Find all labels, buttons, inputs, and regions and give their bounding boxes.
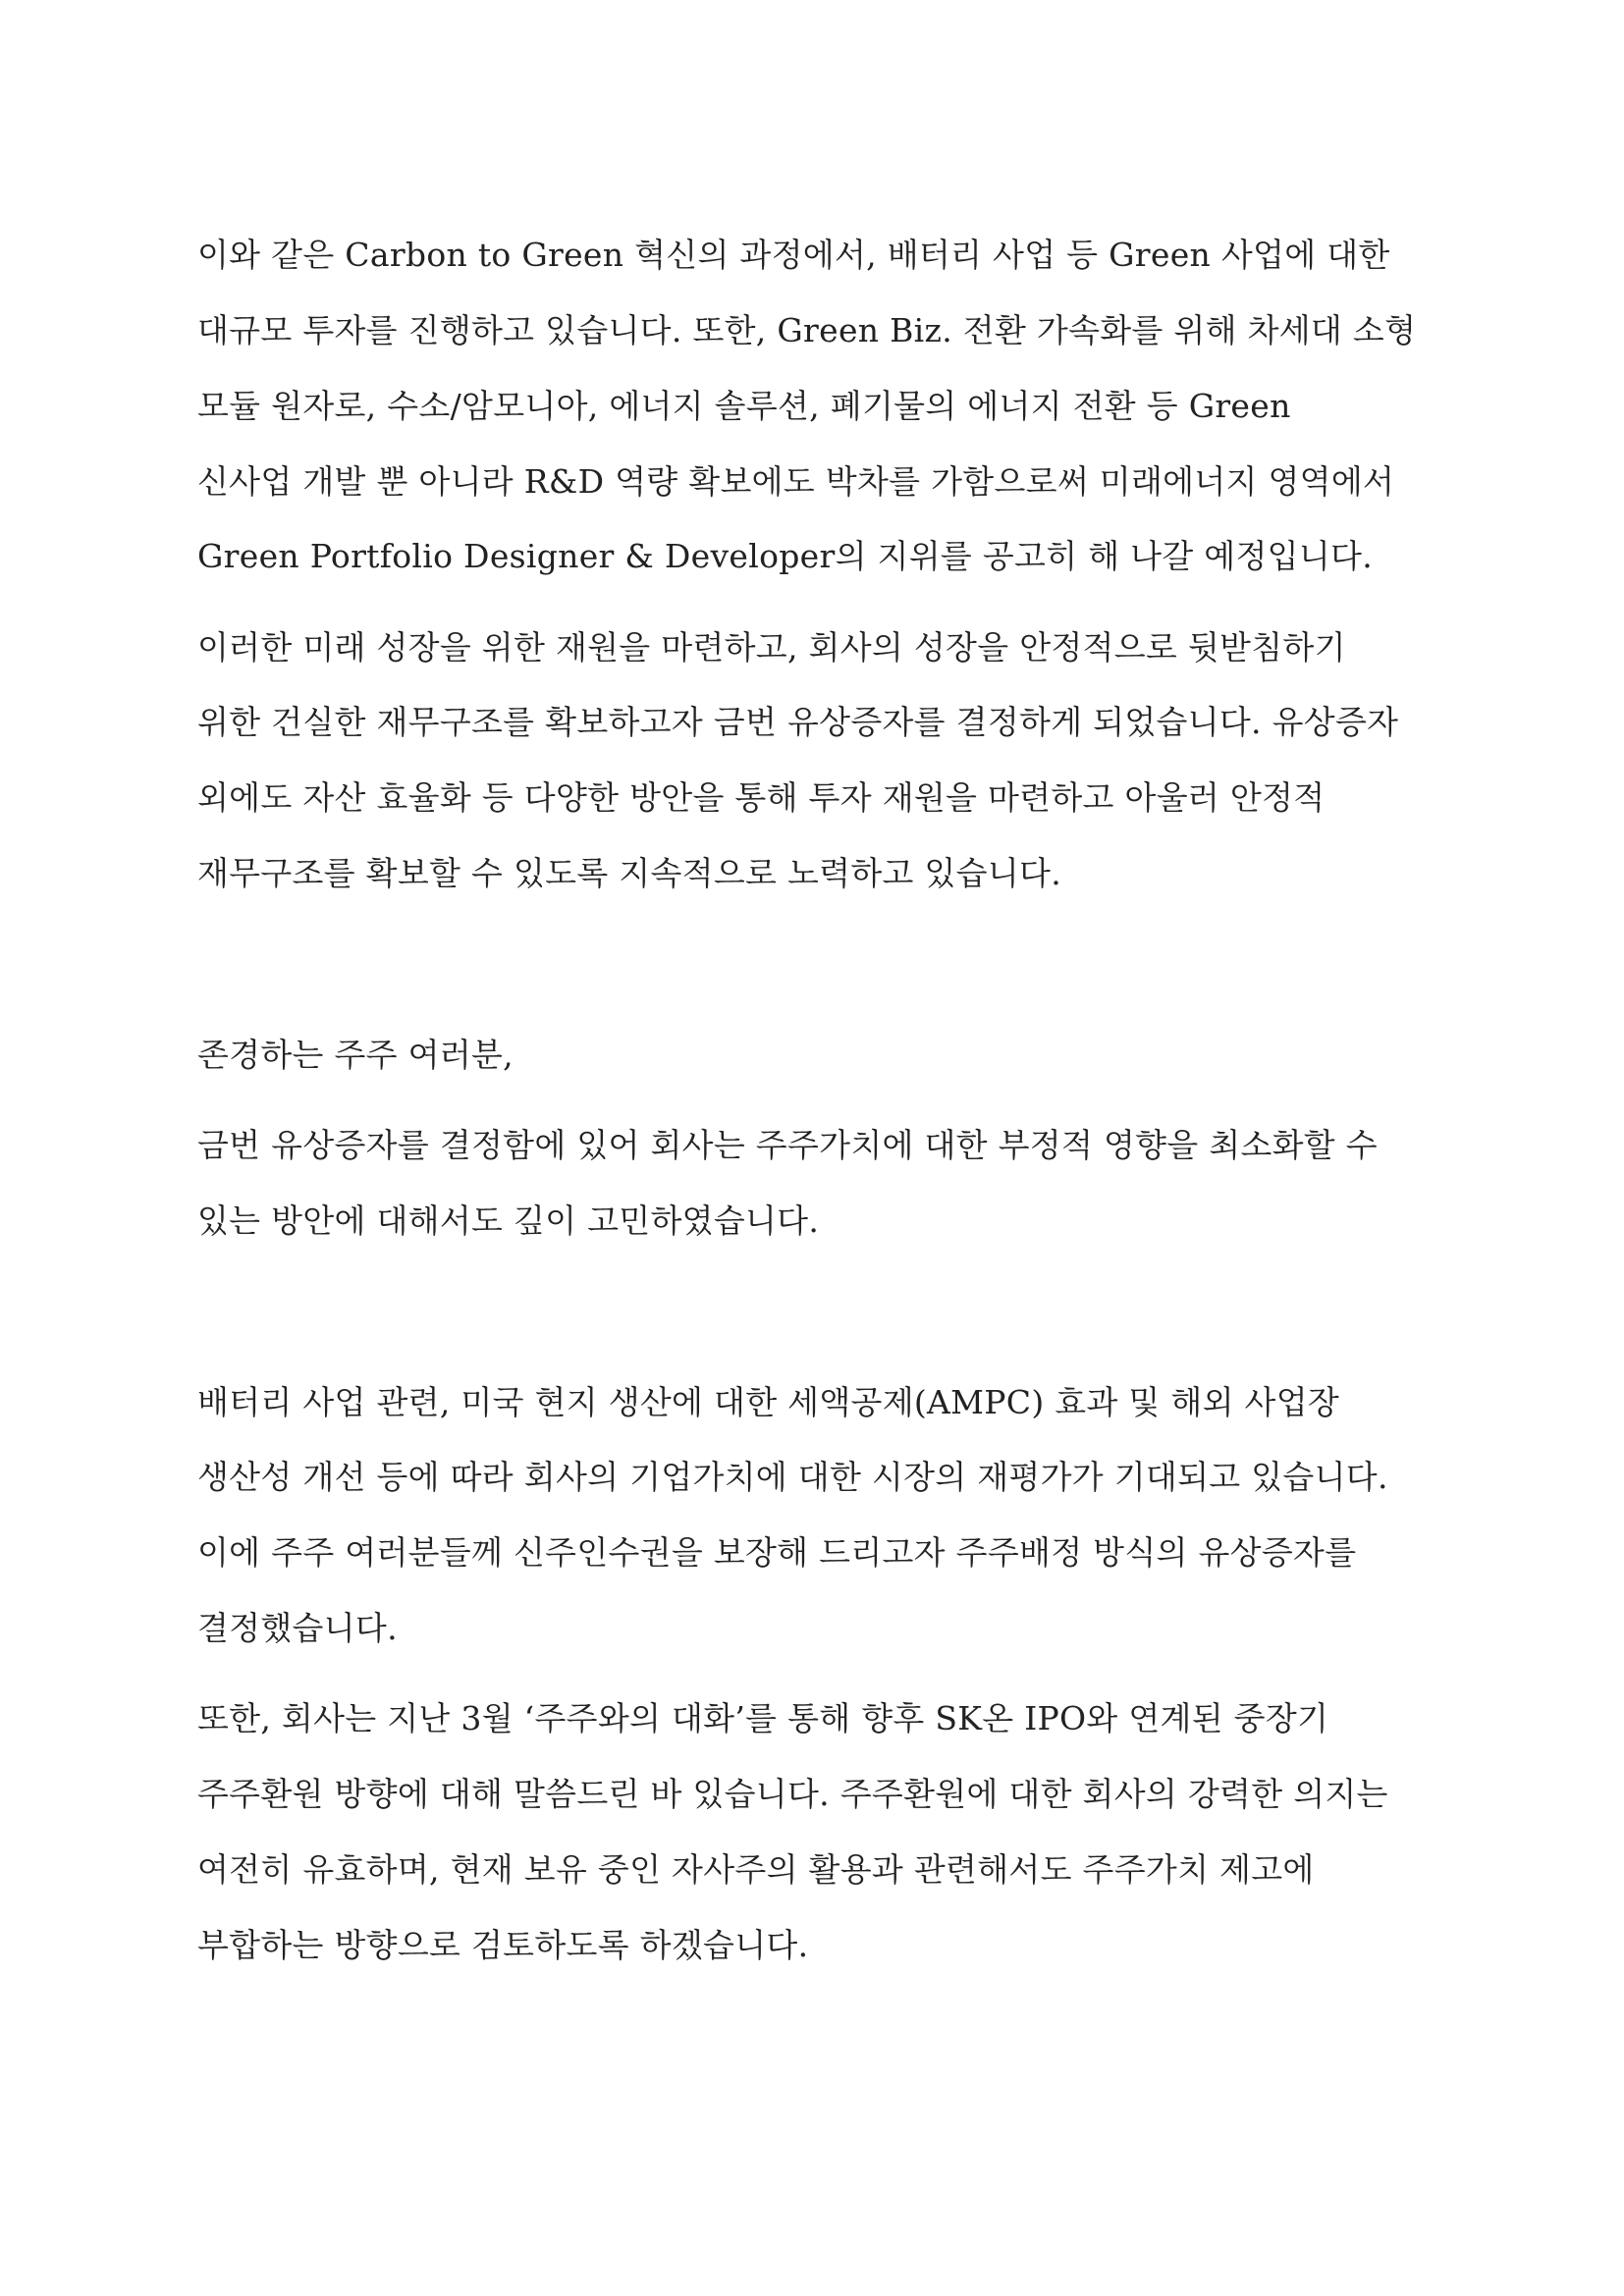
- paragraph-2-line-2: 위한 건실한 재무구조를 확보하고자 금번 유상증자를 결정하게 되었습니다. 유상증자: [197, 703, 1399, 741]
- paragraph-3-line-1: 금번 유상증자를 결정함에 있어 회사는 주주가치에 대한 부정적 영향을 최소화할 수: [197, 1126, 1378, 1164]
- paragraph-1-line-5: Green Portfolio Designer & Developer의 지위를 공고히 해 나갈 예정입니다.: [197, 537, 1373, 575]
- paragraph-5-line-1: 또한, 회사는 지난 3월 ‘주주와의 대화’를 통해 향후 SK온 IPO와 연계된 중장기: [197, 1699, 1329, 1737]
- paragraph-4-line-1: 배터리 사업 관련, 미국 현지 생산에 대한 세액공제(AMPC) 효과 및 해외 사업장: [197, 1383, 1340, 1421]
- paragraph-1-line-3: 모듈 원자로, 수소/암모니아, 에너지 솔루션, 폐기물의 에너지 전환 등 Green: [197, 387, 1291, 425]
- paragraph-5-line-2: 주주환원 방향에 대해 말씀드린 바 있습니다. 주주환원에 대한 회사의 강력한 의지는: [197, 1775, 1388, 1813]
- salutation: 존경하는 주주 여러분,: [197, 1036, 514, 1074]
- paragraph-5-line-3: 여전히 유효하며, 현재 보유 중인 자사주의 활용과 관련해서도 주주가치 제고에: [197, 1850, 1315, 1889]
- paragraph-1-line-1: 이와 같은 Carbon to Green 혁신의 과정에서, 배터리 사업 등 Green 사업에 대한: [197, 236, 1390, 274]
- paragraph-2-line-1: 이러한 미래 성장을 위한 재원을 마련하고, 회사의 성장을 안정적으로 뒷받침하기: [197, 628, 1346, 667]
- paragraph-2-line-3: 외에도 자산 효율화 등 다양한 방안을 통해 투자 재원을 마련하고 아울러 안정적: [197, 778, 1326, 817]
- paragraph-1-line-2: 대규모 투자를 진행하고 있습니다. 또한, Green Biz. 전환 가속화를 위해 차세대 소형: [197, 311, 1417, 349]
- paragraph-4-line-2: 생산성 개선 등에 따라 회사의 기업가치에 대한 시장의 재평가가 기대되고 있습니다.: [197, 1458, 1388, 1496]
- paragraph-3-line-2: 있는 방안에 대해서도 깊이 고민하였습니다.: [197, 1201, 820, 1240]
- paragraph-5-line-4: 부합하는 방향으로 검토하도록 하겠습니다.: [197, 1926, 809, 1964]
- paragraph-4-line-4: 결정했습니다.: [197, 1609, 398, 1647]
- paragraph-2-line-4: 재무구조를 확보할 수 있도록 지속적으로 노력하고 있습니다.: [197, 854, 1061, 892]
- paragraph-4-line-3: 이에 주주 여러분들께 신주인수권을 보장해 드리고자 주주배정 방식의 유상증자를: [197, 1533, 1357, 1572]
- paragraph-1-line-4: 신사업 개발 뿐 아니라 R&D 역량 확보에도 박차를 가함으로써 미래에너지 영역에서: [197, 462, 1395, 501]
